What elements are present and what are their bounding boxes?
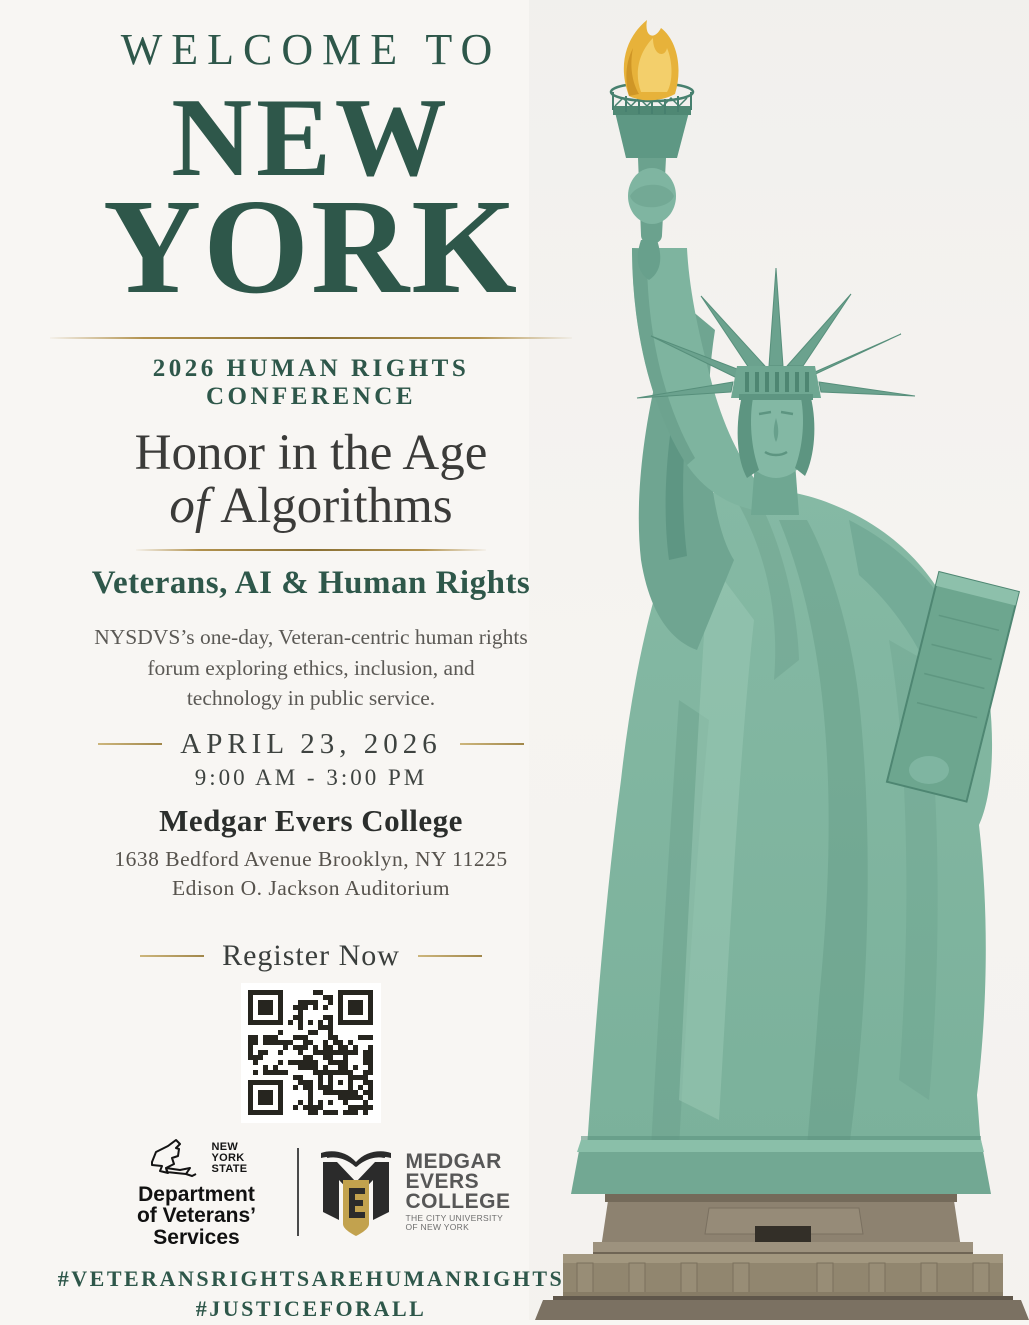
poster-content — [50, 0, 572, 1323]
description-line1: NYSDVS’s one-day, Veteran-centric human rights — [94, 625, 528, 650]
gold-dash-left — [98, 743, 162, 745]
gold-divider-top — [50, 337, 572, 339]
headline — [50, 427, 572, 533]
gold-dash-right-2 — [418, 955, 482, 957]
mec-name — [405, 1149, 511, 1213]
medgar-evers-college-logo — [315, 1146, 510, 1238]
statue-photo-region — [529, 0, 1029, 1320]
event-date-row — [50, 728, 572, 761]
headline-line2 — [50, 480, 572, 533]
qr-box — [50, 983, 572, 1128]
hashtag-2: #JUSTICEFORALL — [195, 1295, 427, 1321]
subtitle: Veterans, AI & Human Rights — [91, 565, 531, 602]
headline-of: of — [169, 478, 210, 535]
nys-state-line1: NEW — [211, 1140, 239, 1153]
headline-algorithms: Algorithms — [220, 478, 453, 535]
mec-text — [405, 1149, 511, 1233]
event-time: 9:00 AM - 3:00 PM — [194, 764, 428, 790]
open-book-monogram-icon — [315, 1146, 397, 1238]
gold-divider-middle — [136, 549, 486, 551]
description — [50, 622, 572, 714]
city-title-line1: NEW — [171, 76, 451, 200]
nys-dept-line2: of Veterans’ — [136, 1204, 257, 1228]
venue-address: 1638 Bedford Avenue Brooklyn, NY 11225 — [114, 846, 508, 871]
statue-base — [571, 1136, 991, 1194]
nys-logo-top — [111, 1136, 281, 1182]
mec-tagline — [405, 1214, 510, 1232]
mec-name-line3: COLLEGE — [405, 1189, 511, 1213]
statue-of-liberty-photo — [529, 0, 1029, 1320]
description-line3: technology in public service. — [186, 686, 436, 711]
nys-state-line2: YORK — [211, 1151, 245, 1164]
hashtags — [50, 1264, 572, 1323]
headline-line1: Honor in the Age — [134, 425, 488, 482]
event-date: APRIL 23, 2026 — [180, 727, 442, 760]
city-title-line2: YORK — [103, 171, 519, 322]
statue-pedestal — [535, 1194, 1029, 1320]
gold-dash-left-2 — [140, 955, 204, 957]
partner-logos — [50, 1136, 572, 1248]
mec-tagline-line1: THE CITY UNIVERSITY — [405, 1213, 504, 1224]
logo-divider — [297, 1148, 299, 1236]
nys-dept-name — [111, 1184, 281, 1248]
conference-title: 2026 HUMAN RIGHTS CONFERENCE — [152, 355, 470, 411]
nys-dvs-logo — [111, 1136, 281, 1248]
nys-state-line3: STATE — [211, 1162, 248, 1175]
nys-dept-line3: Services — [153, 1225, 240, 1249]
description-line2: forum exploring ethics, inclusion, and — [147, 655, 475, 680]
register-label: Register Now — [222, 938, 400, 972]
venue-name: Medgar Evers College — [159, 802, 463, 838]
venue-room: Edison O. Jackson Auditorium — [172, 875, 450, 900]
new-york-state-outline-icon — [146, 1136, 208, 1182]
nys-dept-line1: Department — [138, 1182, 255, 1206]
mec-tagline-line2: OF NEW YORK — [405, 1222, 470, 1233]
register-row — [50, 939, 572, 973]
mec-name-line2: EVERS — [405, 1169, 480, 1193]
welcome-heading: WELCOME TO — [120, 25, 502, 74]
nys-state-label — [212, 1142, 248, 1175]
mec-name-line1: MEDGAR — [405, 1149, 502, 1173]
qr-code — [241, 983, 381, 1123]
hashtag-1: #VETERANSRIGHTSAREHUMANRIGHTS — [57, 1266, 565, 1292]
gold-dash-right — [460, 743, 524, 745]
city-title — [50, 76, 572, 322]
